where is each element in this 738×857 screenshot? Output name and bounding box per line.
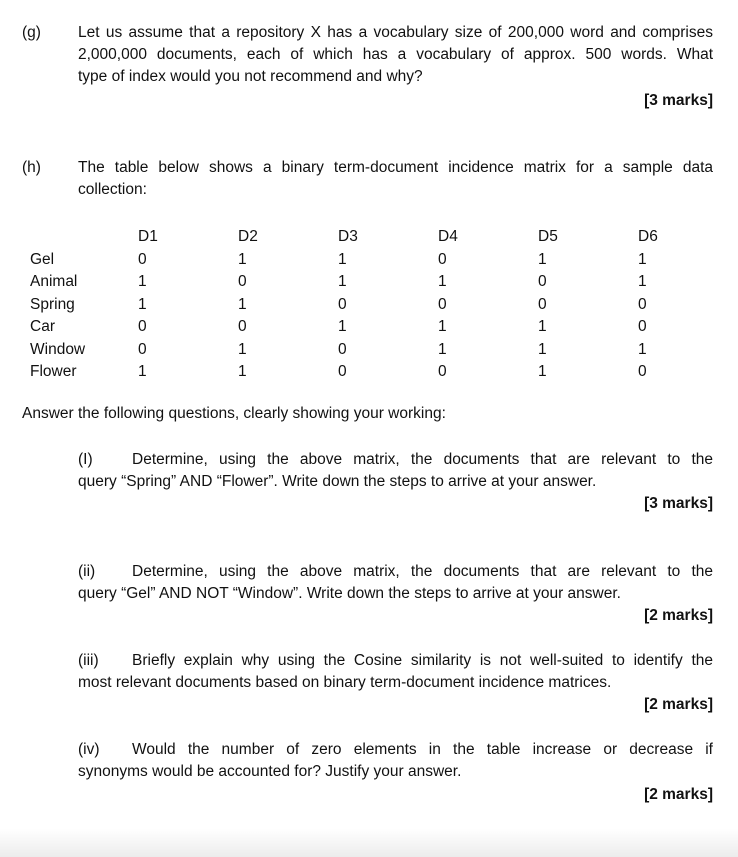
- matrix-term: Animal: [30, 273, 78, 291]
- matrix-row: [30, 361, 738, 384]
- subquestion-3-marks: [2 marks]: [644, 696, 713, 713]
- matrix-cell: 1: [638, 273, 647, 291]
- subquestion-2-marks: [2 marks]: [644, 607, 713, 624]
- matrix-row: [30, 249, 738, 272]
- matrix-cell: 0: [338, 295, 347, 313]
- subquestion-3: [78, 650, 713, 694]
- subquestion-4: [78, 739, 713, 783]
- subquestion-1-marks: [3 marks]: [644, 495, 713, 512]
- matrix-cell: 1: [138, 363, 147, 381]
- page-bottom-shadow: [0, 829, 738, 857]
- matrix-row: [30, 294, 738, 317]
- matrix-cell: 0: [338, 363, 347, 381]
- question-g-line-3: type of index would you not recommend and why?: [78, 68, 423, 85]
- subquestion-4-number: (iv): [78, 741, 100, 758]
- matrix-cell: 0: [138, 340, 147, 358]
- matrix-cell: 1: [138, 273, 147, 291]
- subquestion-1-number: (I): [78, 451, 93, 468]
- subquestion-4-marks: [2 marks]: [644, 786, 713, 803]
- subquestion-2: [78, 561, 713, 605]
- matrix-column-header: D4: [438, 228, 458, 246]
- question-h-line-1: The table below shows a binary term-document incidence matrix for a sample data: [78, 159, 713, 176]
- matrix-cell: 1: [638, 340, 647, 358]
- matrix-cell: 1: [438, 340, 447, 358]
- matrix-cell: 1: [438, 318, 447, 336]
- matrix-cell: 1: [238, 295, 247, 313]
- subquestion-1-line-1: Determine, using the above matrix, the documents that are relevant to the: [132, 451, 713, 468]
- matrix-term: Gel: [30, 250, 55, 268]
- matrix-cell: 0: [438, 250, 447, 268]
- matrix-term: Spring: [30, 295, 75, 313]
- matrix-cell: 0: [638, 318, 647, 336]
- matrix-term: Flower: [30, 363, 77, 381]
- matrix-row: [30, 316, 738, 339]
- matrix-cell: 0: [138, 250, 147, 268]
- subquestion-1-line-2: query “Spring” AND “Flower”. Write down the steps to arrive at your answer.: [78, 473, 597, 490]
- subquestion-2-line-1: Determine, using the above matrix, the documents that are relevant to the: [132, 563, 713, 580]
- subquestion-1: [78, 449, 713, 493]
- matrix-cell: 1: [338, 273, 347, 291]
- matrix-column-header: D3: [338, 228, 358, 246]
- matrix-cell: 1: [338, 250, 347, 268]
- question-g-label: (g): [22, 24, 41, 41]
- answer-instruction: Answer the following questions, clearly showing your working:: [22, 405, 446, 422]
- matrix-cell: 1: [638, 250, 647, 268]
- subquestion-3-line-1: Briefly explain why using the Cosine similarity is not well-suited to identify the: [132, 652, 713, 669]
- subquestion-3-line-2: most relevant documents based on binary term-document incidence matrices.: [78, 674, 612, 691]
- question-g-marks: [3 marks]: [644, 92, 713, 109]
- matrix-cell: 0: [138, 318, 147, 336]
- matrix-term: Window: [30, 340, 86, 358]
- matrix-cell: 0: [238, 318, 247, 336]
- subquestion-4-line-2: synonyms would be accounted for? Justify your answer.: [78, 763, 462, 780]
- matrix-row: [30, 339, 738, 362]
- matrix-cell: 1: [238, 340, 247, 358]
- matrix-cell: 1: [338, 318, 347, 336]
- matrix-column-header: D1: [138, 228, 158, 246]
- subquestion-2-number: (ii): [78, 563, 96, 580]
- matrix-cell: 0: [638, 295, 647, 313]
- matrix-cell: 0: [638, 363, 647, 381]
- incidence-matrix: [30, 226, 738, 384]
- matrix-column-header: D5: [538, 228, 558, 246]
- matrix-cell: 0: [438, 295, 447, 313]
- matrix-cell: 1: [138, 295, 147, 313]
- matrix-cell: 1: [538, 340, 547, 358]
- subquestion-2-line-2: query “Gel” AND NOT “Window”. Write down the steps to arrive at your answer.: [78, 585, 621, 602]
- matrix-corner: [30, 226, 138, 249]
- matrix-term: Car: [30, 318, 55, 336]
- question-g-line-1: Let us assume that a repository X has a vocabulary size of 200,000 word and comprises: [78, 24, 713, 41]
- matrix-cell: 0: [538, 295, 547, 313]
- question-h-line-2: collection:: [78, 181, 147, 198]
- matrix-header-row: [30, 226, 738, 249]
- question-g-text: [78, 22, 713, 88]
- matrix-cell: 1: [238, 250, 247, 268]
- matrix-cell: 1: [438, 273, 447, 291]
- question-h-label: (h): [22, 159, 41, 176]
- matrix-cell: 0: [438, 363, 447, 381]
- subquestion-3-number: (iii): [78, 652, 99, 669]
- subquestion-4-line-1: Would the number of zero elements in the table increase or decrease if: [132, 741, 713, 758]
- matrix-cell: 1: [238, 363, 247, 381]
- matrix-cell: 1: [538, 250, 547, 268]
- matrix-column-header: D2: [238, 228, 258, 246]
- question-g-line-2: 2,000,000 documents, each of which has a vocabulary of approx. 500 words. What: [78, 46, 713, 63]
- matrix-row: [30, 271, 738, 294]
- matrix-column-header: D6: [638, 228, 658, 246]
- matrix-cell: 0: [538, 273, 547, 291]
- matrix-cell: 1: [538, 318, 547, 336]
- question-h-text: [78, 157, 713, 201]
- matrix-cell: 0: [238, 273, 247, 291]
- matrix-cell: 0: [338, 340, 347, 358]
- matrix-cell: 1: [538, 363, 547, 381]
